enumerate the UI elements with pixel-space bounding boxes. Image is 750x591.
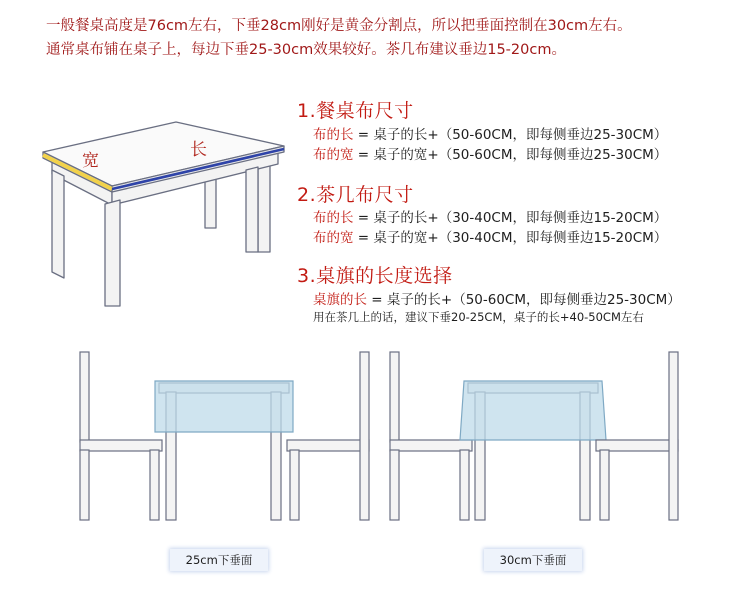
section-2-row-2 [313,226,667,246]
right-chair-leg-front-30 [600,450,609,520]
left-chair-back-30 [390,352,399,442]
section-2-title: 2.茶几布尺寸 [297,184,414,206]
intro-line-2: 通常桌布铺在桌子上，每边下垂25-30cm效果较好。茶几布建议垂边15-20cm。 [46,42,566,58]
length-label: 长 [190,140,207,160]
caption-30cm: 30cm下垂面 [484,549,582,571]
left-chair-leg-front [150,450,159,520]
section-1-row-1 [313,123,667,143]
row-label: 布的宽 [313,147,354,163]
right-chair-leg-front [290,450,299,520]
tablecloth-30cm [460,381,606,440]
row-text: = 桌子的长+（30-40CM，即每侧垂边15-20CM） [353,210,668,226]
section-3-row-1 [313,288,681,308]
row-label: 布的长 [313,127,354,143]
intro-line-1: 一般餐桌高度是76cm左右，下垂28cm刚好是黄金分割点，所以把垂面控制在30cm左右。 [46,18,632,34]
row-text: = 桌子的宽+（30-40CM，即每侧垂边15-20CM） [353,230,668,246]
table-back-leg-right [258,160,270,252]
table-illustration [43,122,284,306]
row-text: = 桌子的宽+（50-60CM，即每侧垂边25-30CM） [353,147,668,163]
left-chair-seat-30 [390,440,472,451]
row-label: 布的宽 [313,230,354,246]
left-chair-seat [80,440,162,451]
right-chair-seat-30 [596,440,678,451]
scene-25cm [80,352,369,520]
row-text: = 桌子的长+（50-60CM，即每侧垂边25-30CM） [367,292,681,308]
row-label: 布的长 [313,210,354,226]
right-chair-seat [287,440,369,451]
left-chair-leg-front-30 [460,450,469,520]
table-side-leg [246,167,258,252]
section-3-note: 用在茶几上的话，建议下垂20-25CM，桌子的长+40-50CM左右 [313,310,644,324]
left-chair-leg-back [80,450,89,520]
tablecloth-25cm [155,381,293,432]
right-chair-back-30 [669,352,678,520]
left-chair-back [80,352,89,442]
row-text: = 桌子的长+（50-60CM，即每侧垂边25-30CM） [353,127,668,143]
section-1-title: 1.餐桌布尺寸 [297,100,414,122]
section-3-title: 3.桌旗的长度选择 [297,265,453,287]
right-chair-back [360,352,369,520]
section-2-row-1 [313,206,667,226]
table-front-leg-right [105,200,120,306]
width-label: 宽 [82,151,99,171]
table-front-leg-left [52,170,64,278]
section-1-row-2 [313,143,667,163]
row-label: 桌旗的长 [313,292,367,308]
caption-25cm: 25cm下垂面 [170,549,268,571]
scene-30cm [390,352,678,520]
left-chair-leg-back-30 [390,450,399,520]
